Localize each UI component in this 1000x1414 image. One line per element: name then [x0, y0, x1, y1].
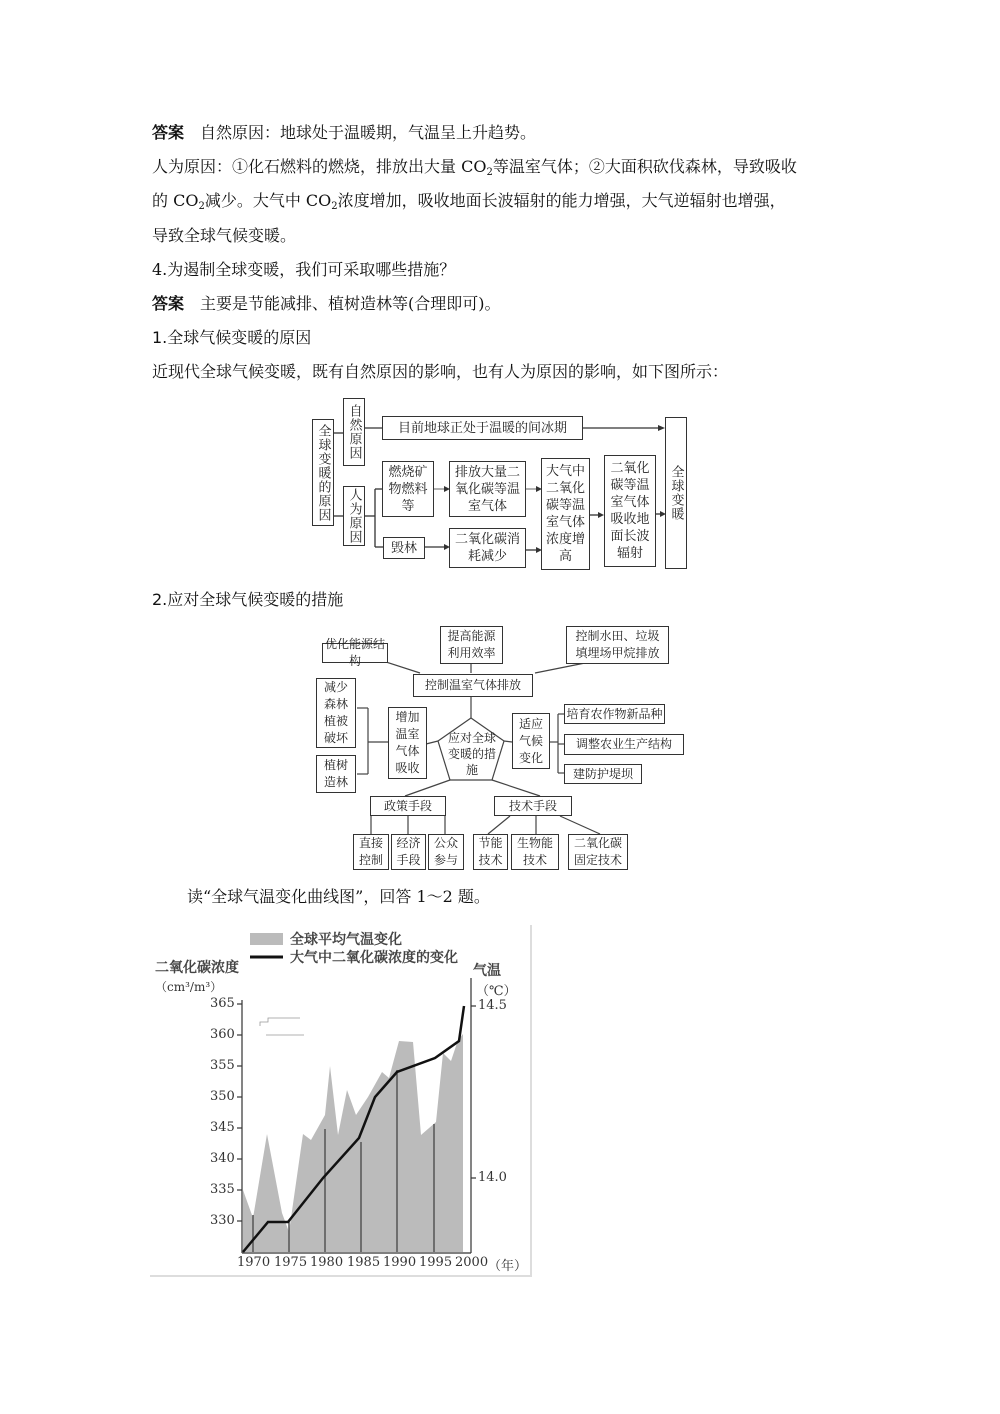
x-axis-unit: （年） [488, 1259, 528, 1274]
y-axis-right-label: 气温 [473, 963, 501, 979]
global-warming-box: 全球变暖 [665, 417, 687, 569]
deforestation-box: 毁林 [383, 537, 425, 559]
x-tick-1995: 1995 [419, 1255, 453, 1270]
text-segment: 等温室气体；②大面积砍伐森林，导致吸收 [492, 157, 797, 176]
legend-area-swatch [250, 933, 283, 945]
y-tick-330: 330 [210, 1213, 235, 1228]
subscript: 2 [486, 167, 493, 178]
policy-means-box: 政策手段 [370, 796, 446, 816]
y-tick-360: 360 [210, 1027, 235, 1042]
text-segment: 减少。大气中 CO [204, 191, 332, 210]
answer-keyword: 答案 [152, 123, 185, 142]
answer-natural-cause: 自然原因：地球处于温暖期，气温呈上升趋势。 [200, 123, 537, 142]
co2-fixation-tech-box: 二氧化碳固定技术 [568, 834, 628, 870]
x-tick-1980: 1980 [310, 1255, 344, 1270]
x-tick-2000: 2000 [455, 1255, 489, 1270]
natural-cause-box: 自然原因 [343, 398, 365, 466]
question-4: 4.为遏制全球变暖，我们可采取哪些措施？ [152, 260, 456, 279]
text-segment: 的 CO [152, 191, 199, 210]
root-causes-box: 全球变暖的原因 [312, 419, 334, 526]
answer-1-line-4: 导致全球气候变暖。 [152, 226, 297, 245]
adapt-climate-box: 适应气候变化 [512, 713, 550, 769]
public-participation-box: 公众参与 [428, 834, 464, 870]
subscript: 2 [331, 201, 338, 212]
emission-box: 排放大量二氧化碳等温室气体 [449, 461, 526, 517]
co2-consumption-box: 二氧化碳消耗减少 [449, 528, 526, 568]
adjust-agriculture-box: 调整农业生产结构 [564, 734, 684, 755]
text-segment: 人为原因：①化石燃料的燃烧，排放出大量 CO [152, 157, 487, 176]
technical-means-box: 技术手段 [494, 796, 572, 816]
y-tick-365: 365 [210, 996, 235, 1011]
fossil-fuel-box: 燃烧矿物燃料等 [382, 461, 434, 517]
interglacial-box: 目前地球正处于温暖的间冰期 [382, 416, 583, 440]
x-tick-1985: 1985 [347, 1255, 381, 1270]
breed-crops-box: 培育农作物新品种 [564, 704, 665, 724]
x-tick-1975: 1975 [274, 1255, 308, 1270]
x-tick-1970: 1970 [237, 1255, 271, 1270]
legend-area-label: 全球平均气温变化 [290, 932, 402, 948]
direct-control-box: 直接控制 [353, 834, 389, 870]
section-1-intro: 近现代全球气候变暖，既有自然原因的影响，也有人为原因的影响，如下图所示： [152, 362, 729, 381]
y-tick-350: 350 [210, 1089, 235, 1104]
y-axis-left-label: 二氧化碳浓度 [155, 960, 239, 976]
subscript: 2 [198, 201, 205, 212]
control-emission-box: 控制温室气体排放 [413, 674, 533, 697]
y-tick-355: 355 [210, 1058, 235, 1073]
bioenergy-tech-box: 生物能技术 [511, 834, 559, 870]
absorption-box: 二氧化碳等温室气体吸收地面长波辐射 [604, 455, 656, 567]
energy-saving-tech-box: 节能技术 [473, 834, 508, 870]
reduce-deforestation-box: 减少森林植被破坏 [316, 678, 356, 748]
build-dikes-box: 建防护堤坝 [564, 764, 642, 784]
energy-efficiency-box: 提高能源利用效率 [440, 626, 503, 664]
plant-trees-box: 植树造林 [316, 755, 356, 793]
increase-absorption-box: 增加温室气体吸收 [388, 707, 427, 779]
question-prompt: 读“全球气温变化曲线图”，回答 1～2 题。 [187, 887, 490, 906]
answer-keyword: 答案 [152, 294, 185, 313]
y-tick-345: 345 [210, 1120, 235, 1135]
methane-control-box: 控制水田、垃圾填埋场甲烷排放 [566, 626, 669, 664]
human-cause-box: 人为原因 [343, 486, 365, 546]
concentration-box: 大气中二氧化碳等温室气体浓度增高 [541, 458, 590, 570]
section-1-title: 1.全球气候变暖的原因 [152, 328, 312, 347]
x-tick-1990: 1990 [383, 1255, 417, 1270]
y-tick-340: 340 [210, 1151, 235, 1166]
answer-text: 主要是节能减排、植树造林等(合理即可)。 [200, 294, 501, 313]
y-axis-left-unit: （cm³/m³） [155, 980, 223, 994]
y-axis-right-unit: （℃） [476, 984, 517, 999]
optimize-energy-box: 优化能源结构 [322, 643, 388, 663]
text-segment: 浓度增加，吸收地面长波辐射的能力增强，大气逆辐射也增强， [337, 191, 786, 210]
center-measures-label: 应对全球变暖的措施 [447, 731, 496, 777]
y-tick-335: 335 [210, 1182, 235, 1197]
y-right-tick-14-5: 14.5 [478, 998, 507, 1013]
economic-means-box: 经济手段 [391, 834, 426, 870]
legend-line-label: 大气中二氧化碳浓度的变化 [290, 950, 458, 966]
section-2-title: 2.应对全球气候变暖的措施 [152, 590, 344, 609]
y-right-tick-14-0: 14.0 [478, 1170, 507, 1185]
